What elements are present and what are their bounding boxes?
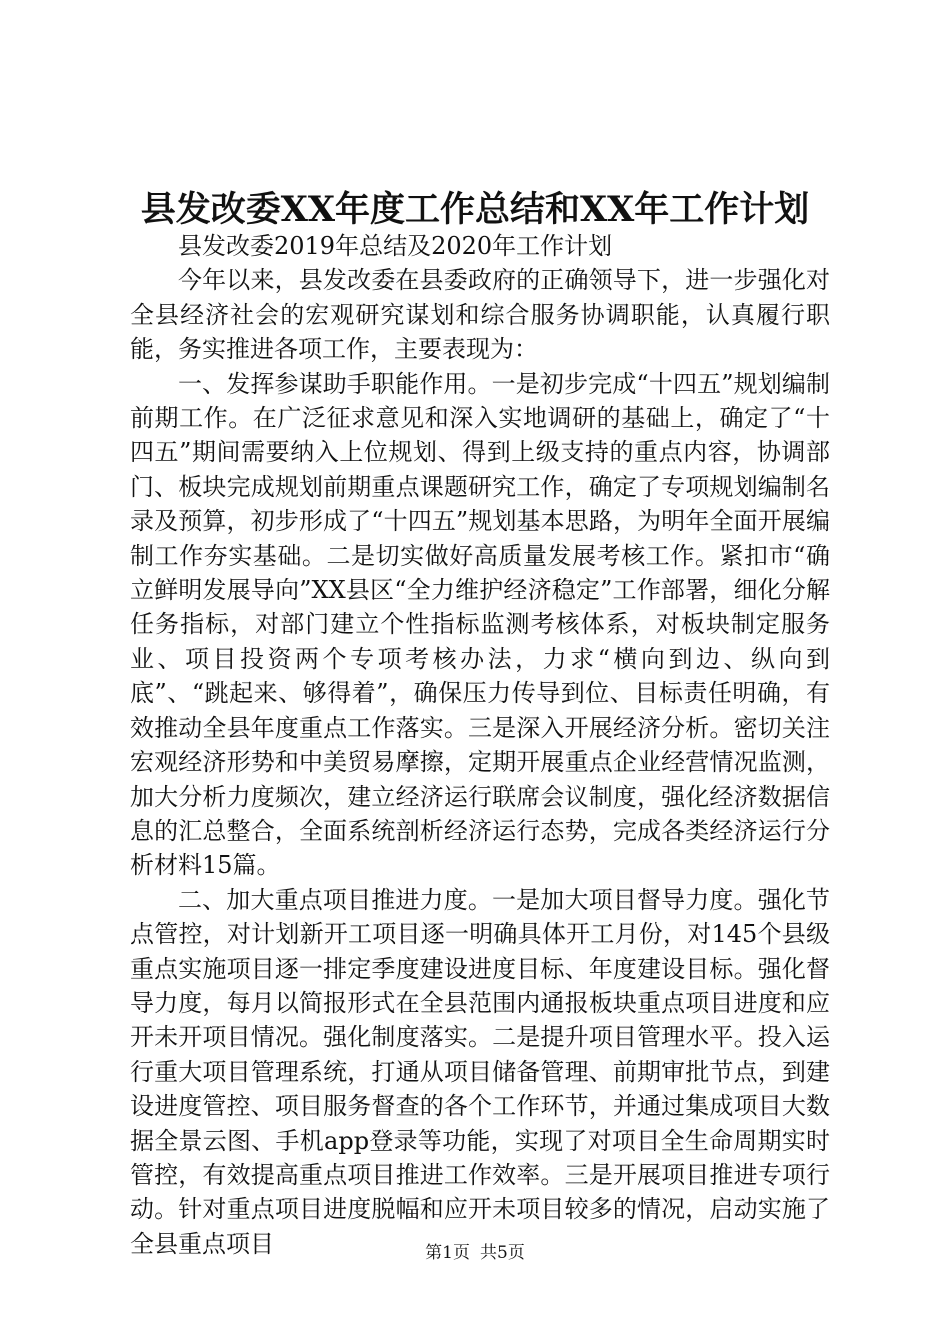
intro-paragraph: 今年以来，县发改委在县委政府的正确领导下，进一步强化对全县经济社会的宏观研究谋划和综合服务协调职能，认真履行职能，务实推进各项工作，主要表现为： [130,266,830,364]
subtitle-paragraph: 县发改委2019年总结及2020年工作计划 [178,232,613,260]
section-one-paragraph: 一、发挥参谋助手职能作用。一是初步完成“十四五”规划编制前期工作。在广泛征求意见和深入实地调研的基础上，确定了“十四五”期间需要纳入上位规划、得到上级支持的重点内容，协调部门、板块完成规划前期重点课题研究工作，确定了专项规划编制名录及预算，初步形成了“十四五”规划基本思路，为明年全面开展编制工作夯实基础。二是切实做好高质量发展考核工作。紧扣市“确立鲜明发展导向”XX县区“全力维护经济稳定”工作部署，细化分解任务指标，对部门建立个性指标监测考核体系，对板块制定服务业、项目投资两个专项考核办法，力求“横向到边、纵向到底”、“跳起来、够得着”，确保压力传导到位、目标责任明确，有效推动全县年度重点工作落实。三是深入开展经济分析。密切关注宏观经济形势和中美贸易摩擦，定期开展重点企业经营情况监测，加大分析力度频次，建立经济运行联席会议制度，强化经济数据信息的汇总整合，全面系统剖析经济运行态势，完成各类经济运行分析材料15篇。 [130,369,830,880]
document-title: 县发改委XX年度工作总结和XX年工作计划 [140,189,810,230]
page-number: 第1页 [425,1243,470,1263]
document-body [130,229,830,1261]
page-footer [0,1241,950,1265]
section-two-paragraph: 二、加大重点项目推进力度。一是加大项目督导力度。强化节点管控，对计划新开工项目逐一明确具体开工月份，对145个县级重点实施项目逐一排定季度建设进度目标、年度建设目标。强化督导力度，每月以简报形式在全县范围内通报板块重点项目进度和应开未开项目情况。强化制度落实。二是提升项目管理水平。投入运行重大项目管理系统，打通从项目储备管理、前期审批节点，到建设进度管控、项目服务督查的各个工作环节，并通过集成项目大数据全景云图、手机app登录等功能，实现了对项目全生命周期实时管控，有效提高重点项目推进工作效率。三是开展项目推进专项行动。针对重点项目进度脱幅和应开未项目较多的情况，启动实施了全县重点项目 [130,885,830,1258]
page-total: 共5页 [480,1243,525,1263]
